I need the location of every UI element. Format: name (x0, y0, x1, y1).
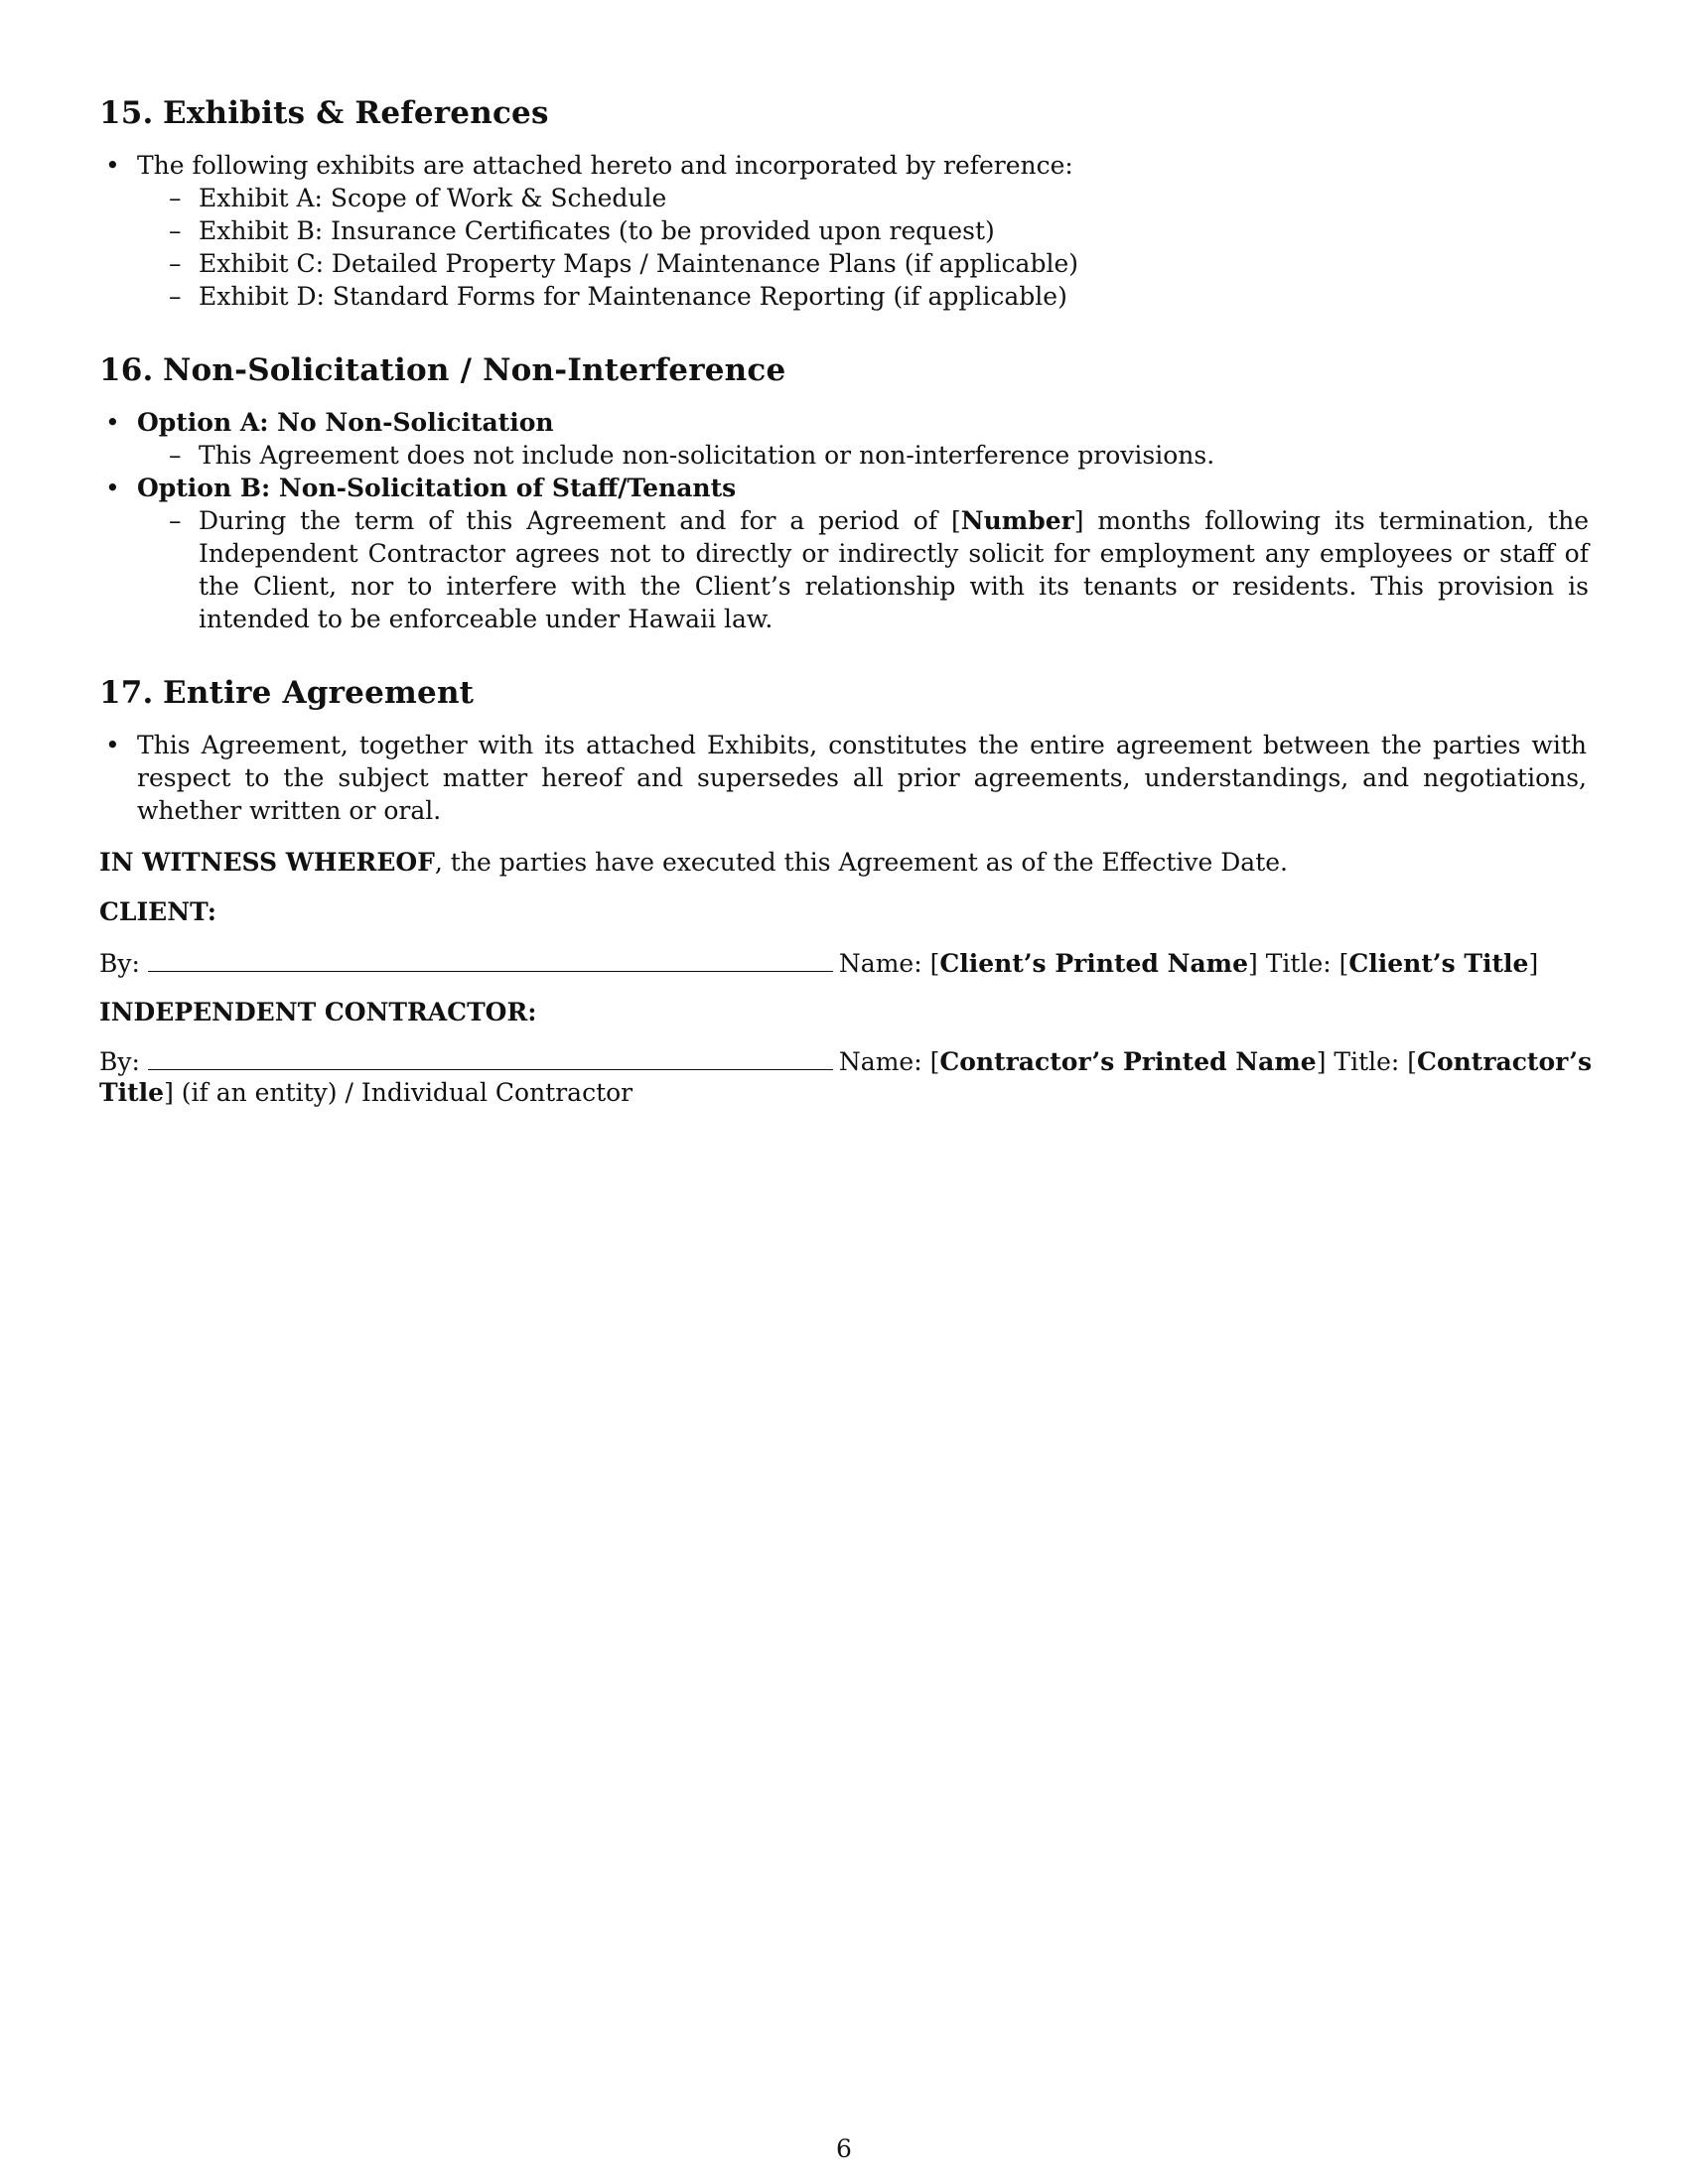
contractor-signature-line[interactable] (148, 1043, 833, 1070)
option-b-text (199, 504, 1589, 635)
contractor-heading-text: INDEPENDENT CONTRACTOR: (99, 998, 537, 1026)
section-15-heading (99, 95, 549, 131)
client-heading-text: CLIENT: (99, 897, 217, 926)
client-signature-row (99, 945, 1589, 980)
option-b-title (137, 472, 1587, 504)
section-number: 16. (99, 352, 154, 388)
section-16-heading (99, 352, 785, 388)
section-17-heading (99, 675, 474, 711)
contractor-title-value-cont: Title (99, 1078, 165, 1107)
exhibit-c: – Exhibit C: Detailed Property Maps / Maintenance Plans (if applicable) (199, 247, 1589, 280)
entire-agreement-body: This Agreement, together with its attached Exhibits, constitutes the entire agreement between the parties with respect to the subject matter hereof and supersedes all prior agreements, understandings, and negotiations, whether written or oral. (137, 731, 1587, 825)
contractor-signature-row-cont (99, 1076, 1589, 1109)
witness-rest: , the parties have executed this Agreement as of the Effective Date. (434, 848, 1289, 877)
contractor-title-label: ] Title: [ (1316, 1047, 1418, 1076)
contractor-signature-row (99, 1043, 1593, 1078)
section-title: Non-Solicitation / Non-Interference (163, 352, 786, 388)
client-close-bracket: ] (1528, 949, 1539, 978)
client-name-value: Client’s Printed Name (939, 949, 1249, 978)
exhibits-intro-text: The following exhibits are attached hereto and incorporated by reference: (137, 151, 1073, 180)
client-title-label: ] Title: [ (1248, 949, 1349, 978)
exhibit-b: – Exhibit B: Insurance Certificates (to be provided upon request) (199, 214, 1589, 247)
client-heading (99, 895, 216, 928)
option-b-post: ] months following its termination, the Independent Contractor agrees not to directly or indirectly solicit for employment any employees or staff of the Client, nor to interfere with the Client’s relationship with its tenants or residents. This provision is intended to be enforceable under Hawaii law. (199, 506, 1590, 633)
witness-bold: IN WITNESS WHEREOF (99, 848, 435, 877)
contractor-heading (99, 996, 536, 1028)
exhibit-d: – Exhibit D: Standard Forms for Maintenance Reporting (if applicable) (199, 280, 1589, 313)
exhibit-a: – Exhibit A: Scope of Work & Schedule (199, 182, 1589, 214)
contractor-name-label: Name: [ (838, 1047, 940, 1076)
contractor-title-value: Contractor’s (1417, 1047, 1593, 1076)
client-title-value: Client’s Title (1348, 949, 1529, 978)
client-by-label: By: (99, 949, 140, 978)
option-a-title-text: Option A: No Non-Solicitation (137, 408, 554, 437)
section-title: Exhibits & References (163, 95, 549, 131)
section-number: 15. (99, 95, 154, 131)
contractor-suffix: ] (if an entity) / Individual Contractor (164, 1078, 633, 1107)
page-number: 6 (836, 2134, 852, 2163)
client-name-label: Name: [ (838, 949, 940, 978)
option-a-title (137, 406, 1587, 439)
option-b-number-placeholder: Number (960, 506, 1074, 535)
witness-statement (99, 846, 1589, 879)
client-signature-line[interactable] (148, 945, 833, 972)
section-number: 17. (99, 675, 154, 711)
option-a-text: – This Agreement does not include non-solicitation or non-interference provisions. (199, 439, 1589, 472)
contractor-name-value: Contractor’s Printed Name (939, 1047, 1317, 1076)
entire-agreement-text (137, 729, 1587, 827)
exhibits-intro (137, 149, 1587, 182)
section-title: Entire Agreement (163, 675, 475, 711)
option-b-title-text: Option B: Non-Solicitation of Staff/Tenants (137, 474, 737, 502)
option-b-pre: During the term of this Agreement and for a period of [ (199, 506, 961, 535)
contractor-by-label: By: (99, 1047, 140, 1076)
